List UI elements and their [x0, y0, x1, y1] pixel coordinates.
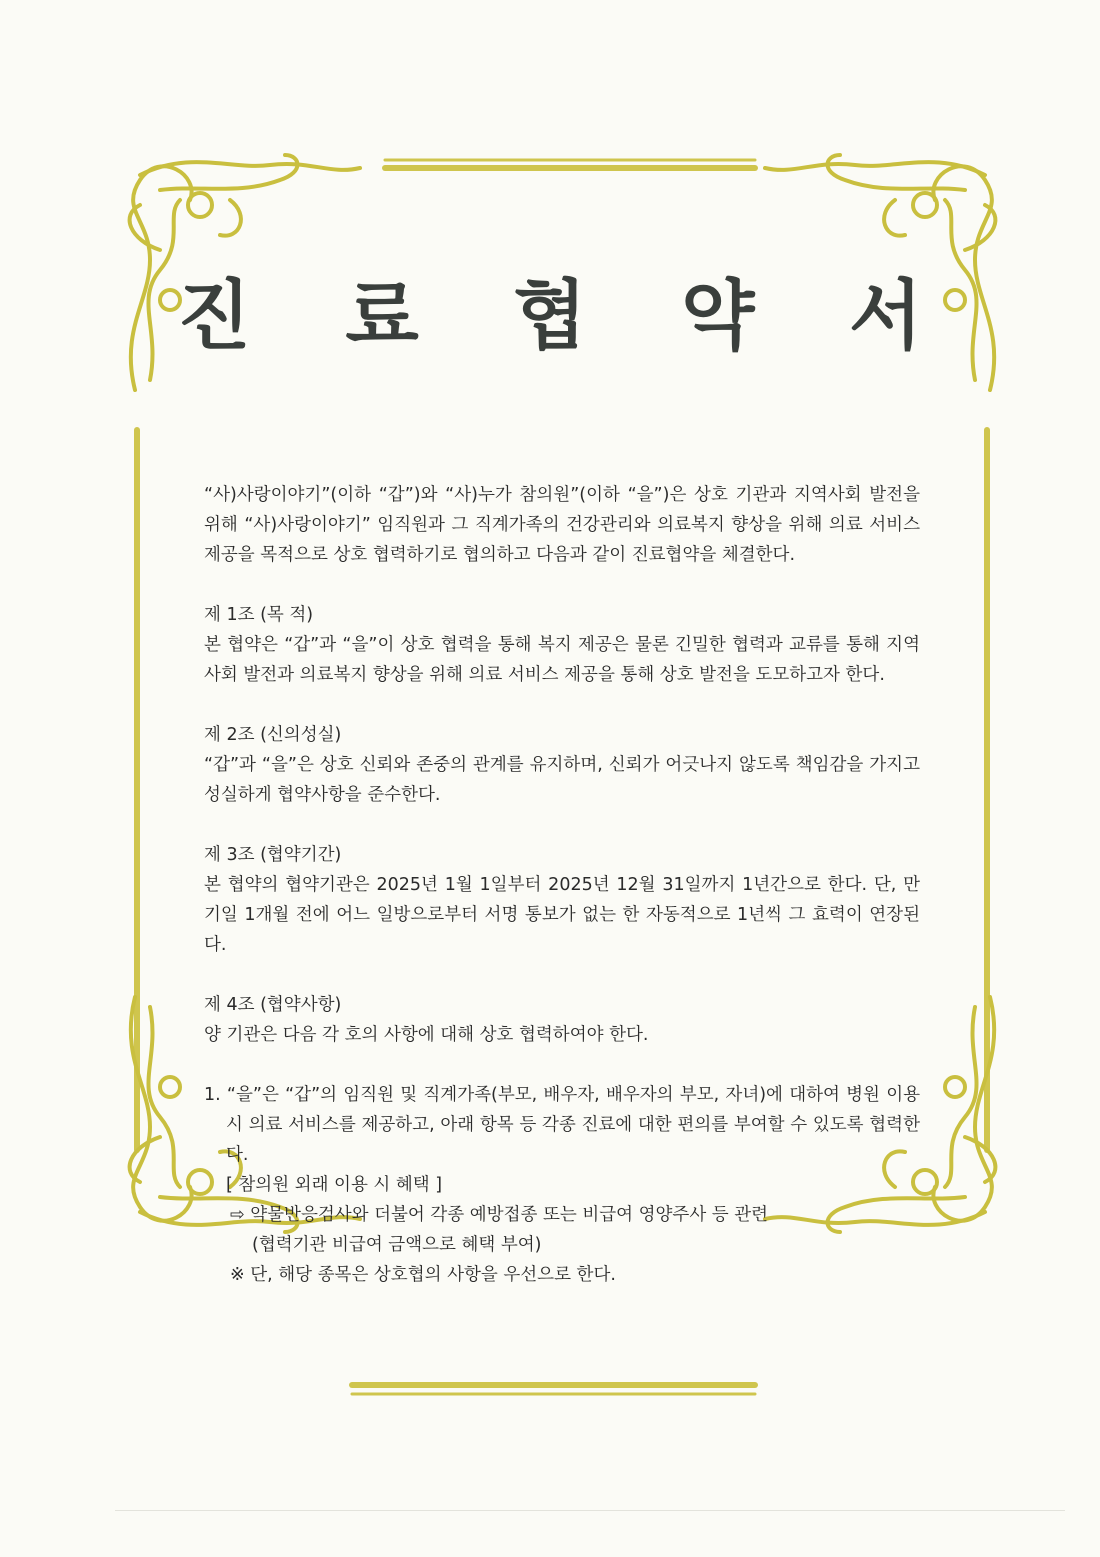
benefit-line: ⇨ 약물반응검사와 더불어 각종 예방접종 또는 비급여 영양주사 등 관련 [230, 1205, 769, 1225]
benefit-sub: (협력기관 비급여 금액으로 혜택 부여) [252, 1235, 542, 1255]
article-3-body: 본 협약의 협약기관은 2025년 1월 1일부터 2025년 12월 31일까지 1년간으로 한다. 단, 만기일 1개월 전에 어느 일방으로부터 서명 통보가 없는 한 자동적으로 1년씩 그 효력이 연장된다. [204, 875, 920, 955]
article-4-heading: 제 4조 (협약사항) [204, 995, 342, 1015]
article-1-heading: 제 1조 (목 적) [204, 605, 314, 625]
scan-edge-line [115, 1510, 1065, 1511]
article-4-body: 양 기관은 다음 각 호의 사항에 대해 상호 협력하여야 한다. [204, 1025, 649, 1045]
article-2-heading: 제 2조 (신의성실) [204, 725, 342, 745]
article-2-body: “갑”과 “을”은 상호 신뢰와 존중의 관계를 유지하며, 신뢰가 어긋나지 않도록 책임감을 가지고 성실하게 협약사항을 준수한다. [204, 755, 920, 805]
article-3-heading: 제 3조 (협약기간) [204, 845, 342, 865]
article-1-body: 본 협약은 “갑”과 “을”이 상호 협력을 통해 복지 제공은 물론 긴밀한 협력과 교류를 통해 지역사회 발전과 의료복지 향상을 위해 의료 서비스 제공을 통해 상호 발전을 도모하고자 한다. [204, 635, 920, 685]
item-1-text: 1. “을”은 “갑”의 임직원 및 직계가족(부모, 배우자, 배우자의 부모, 자녀)에 대하여 병원 이용 시 의료 서비스를 제공하고, 아래 항목 등 각종 진료에 대한 편의를 부여할 수 있도록 협력한다. [204, 1085, 920, 1165]
article-4-items [204, 1080, 920, 1290]
note-text: ※ 단, 해당 종목은 상호협의 사항을 우선으로 한다. [230, 1265, 616, 1285]
benefit-heading: [ 참의원 외래 이용 시 혜택 ] [226, 1175, 443, 1195]
intro-paragraph: “사)사랑이야기”(이하 “갑”)와 “사)누가 참의원”(이하 “을”)은 상호 기관과 지역사회 발전을 위해 “사)사랑이야기” 임직원과 그 직계가족의 건강관리와 의료복지 향상을 위해 의료 서비스 제공을 목적으로 상호 협력하기로 협의하고 다음과 같이 진료협약을 체결한다. [204, 485, 920, 565]
document-title: 진 료 협 약 서 [177, 271, 957, 360]
agreement-body [204, 480, 920, 1290]
